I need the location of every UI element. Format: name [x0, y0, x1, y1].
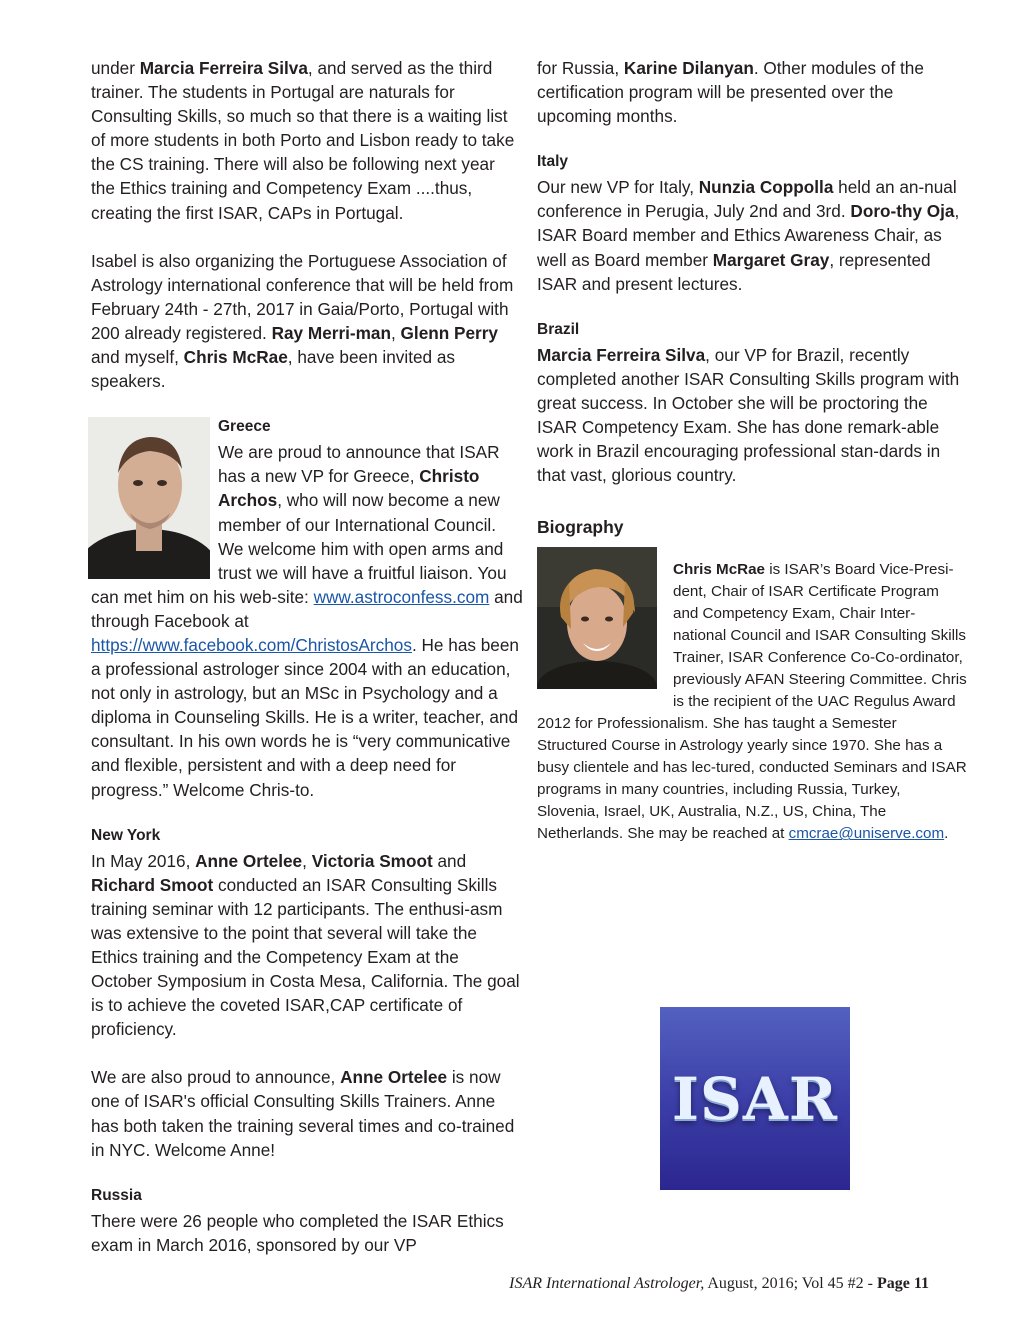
astroconfess-link[interactable]: www.astroconfess.com [313, 586, 490, 607]
facebook-link[interactable]: https://www.facebook.com/ChristosArchos [91, 634, 412, 655]
text: , represented ISAR and present lectures. [537, 249, 931, 294]
section-greece [91, 417, 523, 801]
name-ray: Ray Merri-man [271, 322, 391, 343]
text: . He has been a professional astrologer since 2004 with an education, not only in astrology, but an MSc in Psychology and a diploma in Counseling Skills. He is a writer, teacher, and consultant. In his own words he is “very communicative and flexible, persistent and with a deep need for progress.” Welcome Chris-to. [91, 634, 519, 800]
text: , [302, 850, 312, 871]
text: held an an-nual conference in Perugia, July 2nd and 3rd. [537, 177, 957, 222]
name-christo: Christo Archos [218, 466, 480, 511]
right-column [537, 56, 967, 845]
heading-new-york: New York [91, 826, 161, 844]
issue-info: August, 2016; Vol 45 #2 - [704, 1275, 877, 1292]
paragraph-russia: There were 26 people who completed the ISAR Ethics exam in March 2016, sponsored by our VP [91, 1210, 504, 1255]
name-margaret: Margaret Gray [712, 249, 830, 270]
text: . Other modules of the certification program will be presented over the upcoming months. [537, 58, 924, 127]
paragraph-isabel [91, 249, 523, 394]
isar-logo [660, 1007, 850, 1190]
paragraph-brazil [537, 343, 967, 488]
left-column [91, 56, 523, 1257]
heading-biography: Biography [537, 517, 624, 538]
text: Isabel is also organizing the Portuguese Association of Astrology international conference that will be held from February 24th - 27th, 2017 in Gaia/Porto, Portugal with 200 already registered. [91, 250, 514, 343]
page-number: Page 11 [877, 1275, 929, 1292]
text: , our VP for Brazil, recently completed another ISAR Consulting Skills program with great success. In October she will be proctoring the ISAR Competency Exam. She has done remark-able work in Brazil encouraging professional stan-dards in that vast, glorious country. [537, 344, 960, 486]
text: We are also proud to announce, [91, 1067, 341, 1088]
name-richard: Richard Smoot [91, 874, 214, 895]
paragraph-new-york [91, 849, 523, 1042]
text: is ISAR’s Board Vice-Presi-dent, Chair of ISAR Certificate Program and Competency Exam, Chair Inter-national Council and ISAR Consulting Skills Trainer, ISAR Conference Co-Co-ordinator, previously AFAN Steering Committee. Chris is the recipient of the UAC Regulus Award 2012 for Professionalism. She has taught a Semester Structured Course in Astrology yearly since 1970. She has a busy clientele and has lec-tured, conducted Seminars and ISAR programs in many countries, including Russia, Turkey, Slovenia, Israel, UK, Australia, N.Z., US, China, The Netherlands. She may be reached at [537, 561, 967, 843]
name-anne: Anne Ortelee [195, 850, 303, 871]
publication-name: ISAR International Astrologer, [509, 1275, 705, 1292]
text: conducted an ISAR Consulting Skills training seminar with 12 participants. The enthusi-asm was extensive to the point that several will take the Ethics training and the Competency Exam at the October Symposium in Costa Mesa, California. The goal is to achieve the coveted ISAR,CAP certificate of proficiency. [91, 874, 520, 1040]
text: , [390, 322, 401, 343]
paragraph-russia-cont [537, 56, 967, 128]
text: for Russia, [537, 58, 624, 78]
page-footer [509, 1275, 929, 1293]
text: and through Facebook at [91, 586, 523, 631]
text: , have been invited as speakers. [91, 347, 456, 392]
name-chris: Chris McRae [183, 347, 288, 368]
name-marcia: Marcia Ferreira Silva [537, 344, 706, 365]
name-victoria: Victoria Smoot [311, 850, 433, 871]
text: and myself, [91, 347, 184, 368]
text: . [944, 825, 949, 843]
paragraph-portugal [91, 56, 523, 225]
logo-text: ISAR [671, 1064, 839, 1133]
text: , and served as the third trainer. The students in Portugal are naturals for Consulting Skills, so much so that there is a waiting list of more students in both Porto and Lisbon ready to take the CS training. There will also be following next year the Ethics training and Competency Exam ....thus, creating the first ISAR, CAPs in Portugal. [91, 58, 515, 223]
text: In May 2016, [91, 850, 196, 871]
chris-mcrae-photo [537, 547, 657, 689]
name-chris: Chris McRae [673, 561, 766, 579]
text: , ISAR Board member and Ethics Awareness Chair, as well as Board member [537, 201, 960, 270]
name-dorothy: Doro-thy Oja [850, 201, 955, 222]
text: We are proud to announce that ISAR has a new VP for Greece, [218, 442, 500, 487]
text: Our new VP for Italy, [537, 177, 699, 198]
text: is now one of ISAR's official Consulting Skills Trainers. Anne has both taken the training several times and co-trained in NYC. Welcome Anne! [91, 1067, 515, 1160]
name-karine: Karine Dilanyan [623, 58, 754, 78]
name-nunzia: Nunzia Coppolla [698, 177, 834, 198]
email-link[interactable]: cmcrae@uniserve.com [788, 825, 945, 843]
heading-greece: Greece [218, 418, 271, 436]
name-marcia: Marcia Ferreira Silva [139, 58, 308, 78]
paragraph-anne [91, 1065, 523, 1161]
christo-archos-photo [88, 417, 210, 579]
heading-italy: Italy [537, 153, 569, 171]
paragraph-italy [537, 175, 967, 295]
text: , who will now become a new member of our International Council. We welcome him with open arms and trust we will have a fruitful liaison. You can met him on his web-site: [91, 490, 507, 607]
heading-brazil: Brazil [537, 320, 580, 338]
name-anne: Anne Ortelee [340, 1067, 448, 1088]
text: and [432, 850, 467, 871]
name-glenn: Glenn Perry [400, 322, 498, 343]
section-biography [537, 547, 967, 845]
text: under [91, 58, 140, 78]
heading-russia: Russia [91, 1186, 142, 1204]
